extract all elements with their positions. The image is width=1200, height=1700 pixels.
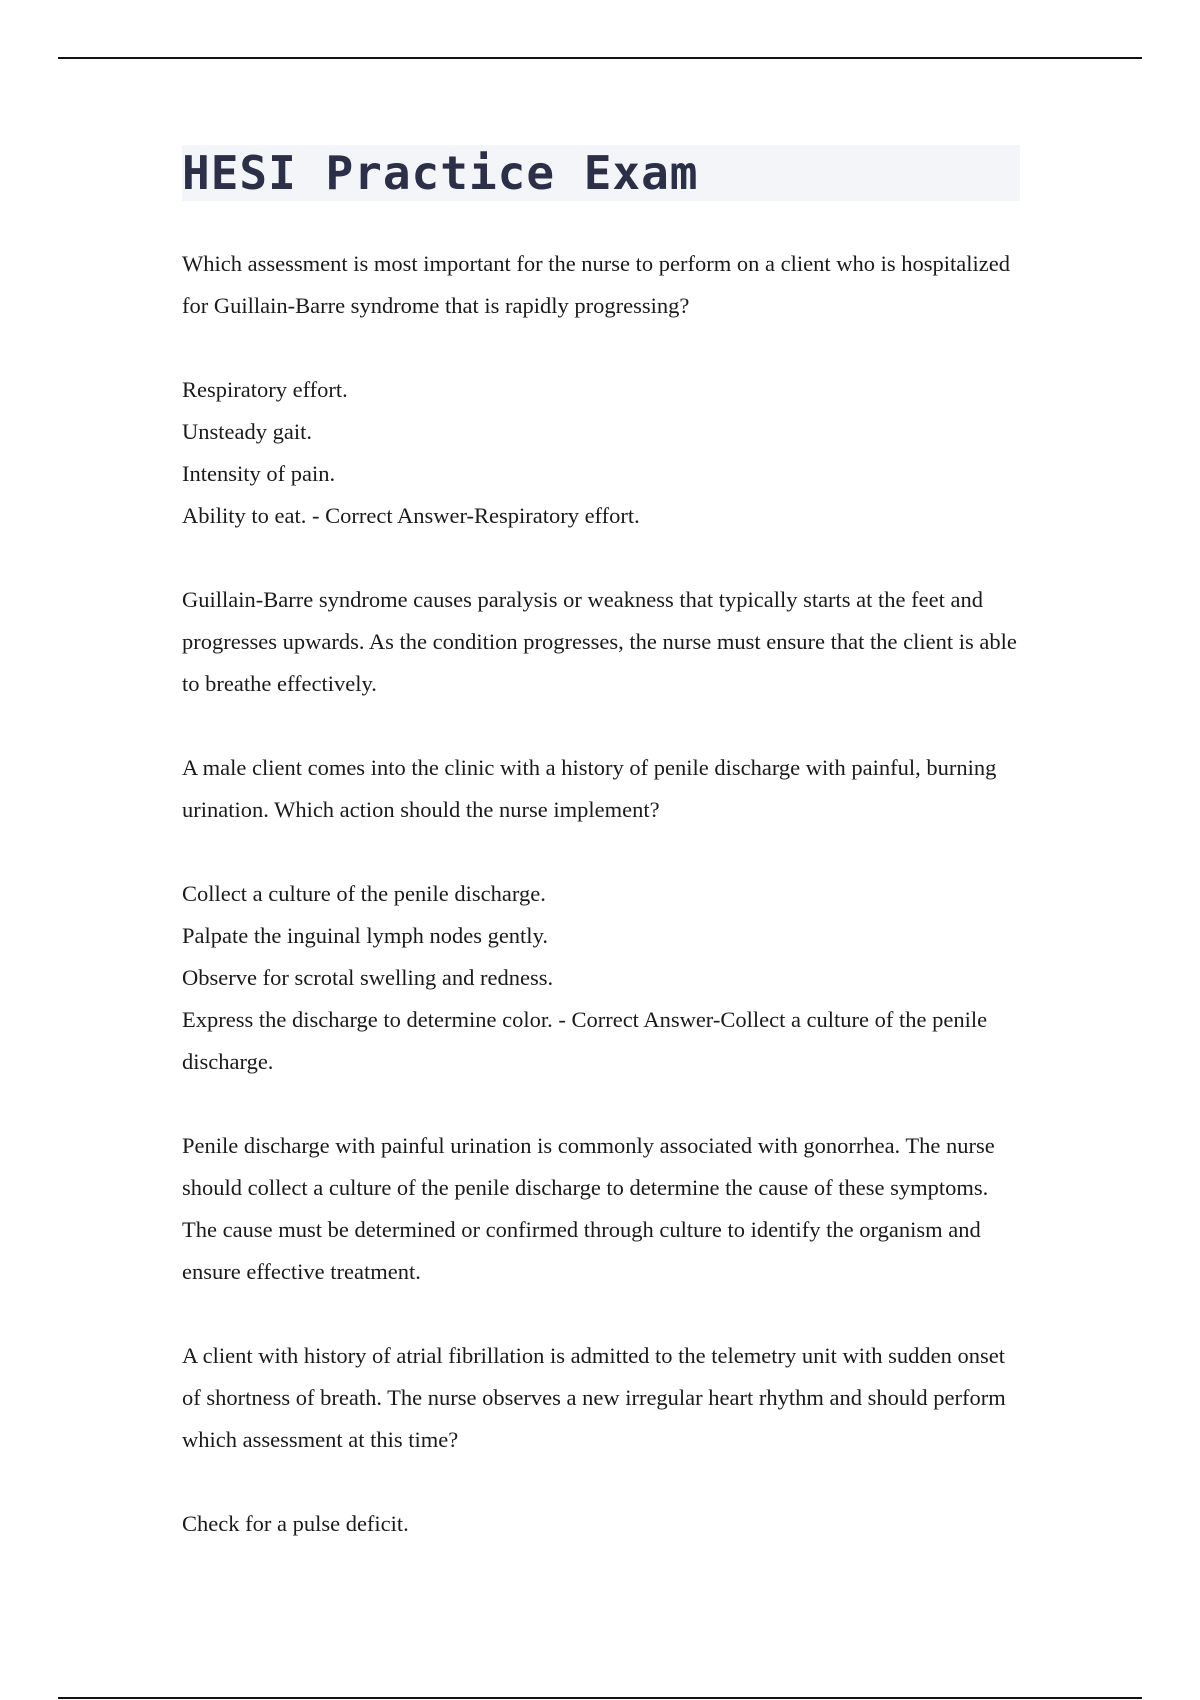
question-2-option: Collect a culture of the penile discharge. xyxy=(182,881,546,906)
document-body xyxy=(182,145,1020,1545)
question-3-text: A client with history of atrial fibrillation is admitted to the telemetry unit with sudden onset of shortness of breath. The nurse observes a new irregular heart rhythm and should perform which assessment at this time? xyxy=(182,1343,1006,1452)
question-2-text: A male client comes into the clinic with a history of penile discharge with painful, burning urination. Which action should the nurse implement? xyxy=(182,755,997,822)
title-band xyxy=(182,145,1020,201)
question-1-option: Respiratory effort. xyxy=(182,377,348,402)
question-2-option: Observe for scrotal swelling and redness. xyxy=(182,965,554,990)
bottom-divider xyxy=(58,1697,1142,1699)
question-1-option-answer: Ability to eat. - Correct Answer-Respiratory effort. xyxy=(182,503,640,528)
question-2-rationale: Penile discharge with painful urination is commonly associated with gonorrhea. The nurse should collect a culture of the penile discharge to determine the cause of these symptoms. The cause must be determined or confirmed through culture to identify the organism and ensure effective treatment. xyxy=(182,1133,995,1284)
question-1-text: Which assessment is most important for the nurse to perform on a client who is hospitalized for Guillain-Barre syndrome that is rapidly progressing? xyxy=(182,251,1010,318)
question-1-rationale: Guillain-Barre syndrome causes paralysis or weakness that typically starts at the feet and progresses upwards. As the condition progresses, the nurse must ensure that the client is able to breathe effectively. xyxy=(182,587,1017,696)
question-2-option-answer: Express the discharge to determine color. - Correct Answer-Collect a culture of the penile discharge. xyxy=(182,1007,988,1074)
question-1-option: Unsteady gait. xyxy=(182,419,312,444)
question-1-option: Intensity of pain. xyxy=(182,461,336,486)
question-3-option: Check for a pulse deficit. xyxy=(182,1511,409,1536)
page-title: HESI Practice Exam xyxy=(182,146,699,200)
question-2-option: Palpate the inguinal lymph nodes gently. xyxy=(182,923,548,948)
top-divider xyxy=(58,57,1142,59)
